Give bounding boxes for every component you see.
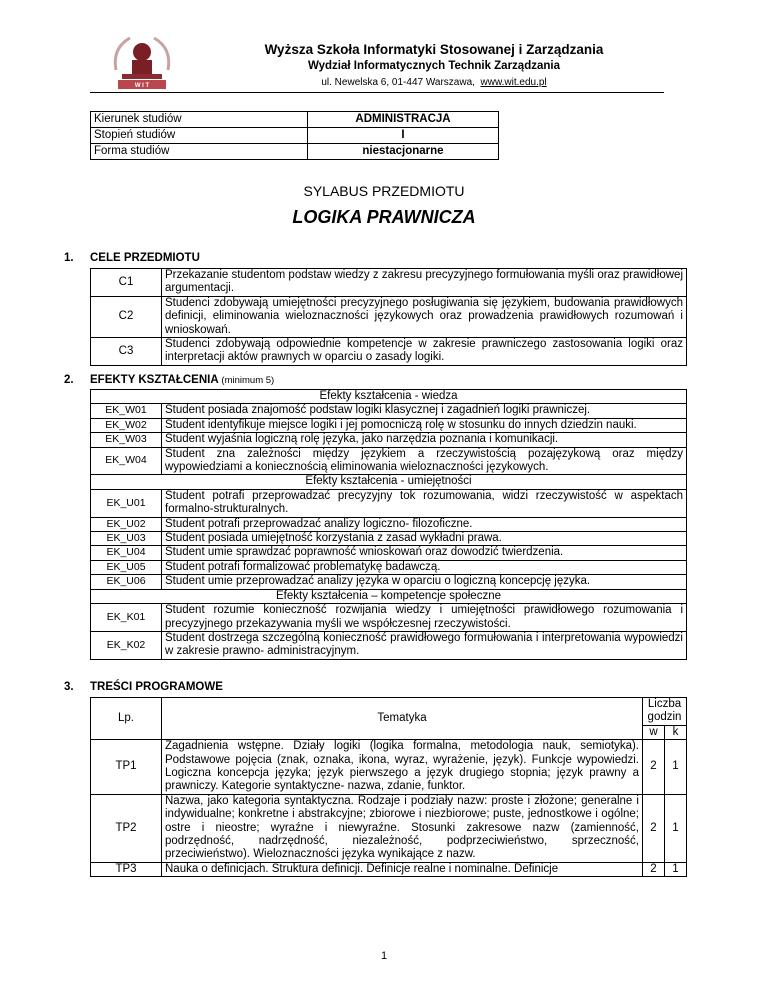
effect-text: Student posiada znajomość podstaw logiki klasycznej i zagadnień logiki prawniczej.	[162, 404, 687, 418]
effect-row	[91, 517, 687, 531]
lecture-hours: 2	[643, 862, 665, 876]
effect-text: Student potrafi formalizować problematykę badawczą.	[162, 560, 687, 574]
topic-code: TP1	[91, 740, 162, 795]
effect-code: EK_U05	[91, 560, 162, 574]
program-row	[91, 862, 687, 876]
effect-row	[91, 575, 687, 589]
info-value: I	[308, 128, 499, 144]
topic-header: Tematyka	[162, 698, 643, 740]
effect-code: EK_U01	[91, 489, 162, 517]
goal-text: Przekazanie studentom podstaw wiedzy z zakresu precyzyjnego formułowania myśli oraz prawidłowej argumentacji.	[162, 269, 687, 297]
effect-row	[91, 433, 687, 447]
effect-code: EK_U06	[91, 575, 162, 589]
section-heading-goals	[64, 252, 200, 264]
effect-row	[91, 532, 687, 546]
class-hours-header: k	[665, 725, 687, 739]
syllabus-label: SYLABUS PRZEDMIOTU	[303, 183, 465, 199]
effect-code: EK_U04	[91, 546, 162, 560]
info-row	[91, 128, 499, 144]
effects-group-header	[91, 589, 687, 603]
program-header-row	[91, 698, 687, 726]
course-title: LOGIKA PRAWNICZA	[292, 207, 476, 227]
effect-code: EK_K02	[91, 631, 162, 659]
effect-text: Student wyjaśnia logiczną rolę języka, jako narzędzia poznania i komunikacji.	[162, 433, 687, 447]
effect-row	[91, 489, 687, 517]
effect-text: Student dostrzega szczególną konieczność prawidłowego formułowania i interpretowania wypowiedzi w zakresie prawno- administracyjnym.	[162, 631, 687, 659]
goal-code: C2	[91, 296, 162, 337]
program-row	[91, 794, 687, 862]
page-number: 1	[380, 950, 388, 962]
effect-text: Student identyfikuje miejsce logiki i jej pomocniczą rolę w stosunku do innych dziedzin nauki.	[162, 418, 687, 432]
info-value: ADMINISTRACJA	[308, 112, 499, 128]
section-title: EFEKTY KSZTAŁCENIA	[90, 374, 219, 386]
section-note: (minimum 5)	[221, 375, 275, 386]
class-hours: 1	[665, 862, 687, 876]
effect-row	[91, 631, 687, 659]
effect-row	[91, 418, 687, 432]
topic-code: TP2	[91, 794, 162, 862]
goal-code: C3	[91, 338, 162, 366]
effect-text: Student umie sprawdzać poprawność wnioskowań oraz dowodzić twierdzenia.	[162, 546, 687, 560]
skills-header: Efekty kształcenia - umiejętności	[91, 475, 687, 489]
effect-text: Student zna zależności między językiem a rzeczywistością pozajęzykową oraz między wypowiedziami a koniecznością eliminowania wieloznaczności językowych.	[162, 447, 687, 475]
goal-text: Studenci zdobywają umiejętności precyzyjnego posługiwania się językiem, budowania prawidłowych definicji, eliminowania wieloznaczności językowych oraz prowadzenia prawidłowych rozumowań i wnioskowań.	[162, 296, 687, 337]
section-heading-program	[64, 681, 223, 693]
effect-code: EK_W02	[91, 418, 162, 432]
goal-row	[91, 296, 687, 337]
effect-code: EK_U02	[91, 517, 162, 531]
effects-group-header	[91, 475, 687, 489]
effect-text: Student potrafi przeprowadzać analizy logiczno- filozoficzne.	[162, 517, 687, 531]
topic-text: Nauka o definicjach. Struktura definicji. Definicje realne i nominalne. Definicje	[162, 862, 643, 876]
lecture-hours: 2	[643, 740, 665, 795]
lp-header: Lp.	[91, 698, 162, 740]
effects-group-header	[91, 390, 687, 404]
section-heading-effects	[64, 374, 274, 386]
social-header: Efekty kształcenia – kompetencje społeczne	[91, 589, 687, 603]
lecture-hours: 2	[643, 794, 665, 862]
learning-effects-table	[90, 389, 687, 660]
effect-row	[91, 447, 687, 475]
goal-text: Studenci zdobywają odpowiednie kompetencje w zakresie prawniczego zastosowania logiki oraz interpretacji aktów prawnych w oparciu o zasady logiki.	[162, 338, 687, 366]
faculty-name: Wydział Informatycznych Technik Zarządzania	[307, 60, 560, 72]
topic-text: Nazwa, jako kategoria syntaktyczna. Rodzaje i podziały nazw: proste i złożone; generalne i indywidualne; konkretne i abstrakcyjne; zbiorowe i niezbiorowe; puste, jednostkowe i ogólne; ostre i nieostre; wyraźne i niewyraźne. Stosunki zakresowe nazw (zamienność, podrzędność, nadrzędność, niezależność, podprzeciwieństwo, sprzeczność, przeciwieństwo). Wieloznaczności języka wynikające z nazw.	[162, 794, 643, 862]
effect-code: EK_W03	[91, 433, 162, 447]
hours-header: Liczba godzin	[643, 698, 687, 726]
university-name: Wyższa Szkoła Informatyki Stosowanej i Zarządzania	[264, 42, 604, 57]
goal-row	[91, 269, 687, 297]
program-row	[91, 740, 687, 795]
goal-code: C1	[91, 269, 162, 297]
goal-row	[91, 338, 687, 366]
effect-text: Student posiada umiejętność korzystania z zasad wykładni prawa.	[162, 532, 687, 546]
topic-text: Zagadnienia wstępne. Działy logiki (logika formalna, metodologia nauk, semiotyka). Podstawowe pojęcia (znak, oznaka, ikona, wyraz, wyrażenie, język). Funkcje wypowiedzi. Logiczna koncepcja języka; język pierwszego a język drugiego stopnia; język prawny a prawniczy. Kategorie syntaktyczne- nazwa, zdanie, funktor.	[162, 740, 643, 795]
header-divider	[90, 92, 664, 93]
effect-text: Student umie przeprowadzać analizy języka w oparciu o logiczną koncepcję języka.	[162, 575, 687, 589]
program-content-table	[90, 697, 687, 877]
study-info-table	[90, 111, 499, 160]
info-row	[91, 112, 499, 128]
class-hours: 1	[665, 740, 687, 795]
effect-row	[91, 404, 687, 418]
section-title: TREŚCI PROGRAMOWE	[90, 681, 223, 693]
effect-row	[91, 546, 687, 560]
svg-text:W I T: W I T	[134, 83, 150, 89]
section-title: CELE PRZEDMIOTU	[90, 252, 200, 264]
section-number: 1.	[64, 252, 74, 264]
info-value: niestacjonarne	[308, 144, 499, 160]
address: ul. Newelska 6, 01-447 Warszawa,	[321, 77, 475, 88]
info-label: Stopień studiów	[91, 128, 308, 144]
info-row	[91, 144, 499, 160]
effect-row	[91, 560, 687, 574]
effect-row	[91, 604, 687, 632]
info-label: Kierunek studiów	[91, 112, 308, 128]
effect-code: EK_W04	[91, 447, 162, 475]
effect-text: Student potrafi przeprowadzać precyzyjny tok rozumowania, widzi rzeczywistość w aspektach formalno-strukturalnych.	[162, 489, 687, 517]
effect-text: Student rozumie konieczność rozwijania wiedzy i umiejętności prawidłowego rozumowania i precyzyjnego przekazywania myśli we współczesnej rzeczywistości.	[162, 604, 687, 632]
effect-code: EK_K01	[91, 604, 162, 632]
knowledge-header: Efekty kształcenia - wiedza	[91, 390, 687, 404]
section-number: 2.	[64, 374, 74, 386]
info-label: Forma studiów	[91, 144, 308, 160]
address-line	[200, 77, 668, 88]
class-hours: 1	[665, 794, 687, 862]
university-logo	[108, 30, 176, 92]
effect-code: EK_W01	[91, 404, 162, 418]
goals-table	[90, 268, 687, 366]
section-number: 3.	[64, 681, 74, 693]
topic-code: TP3	[91, 862, 162, 876]
lecture-hours-header: w	[643, 725, 665, 739]
effect-code: EK_U03	[91, 532, 162, 546]
website-link[interactable]: www.wit.edu.pl	[480, 77, 547, 88]
